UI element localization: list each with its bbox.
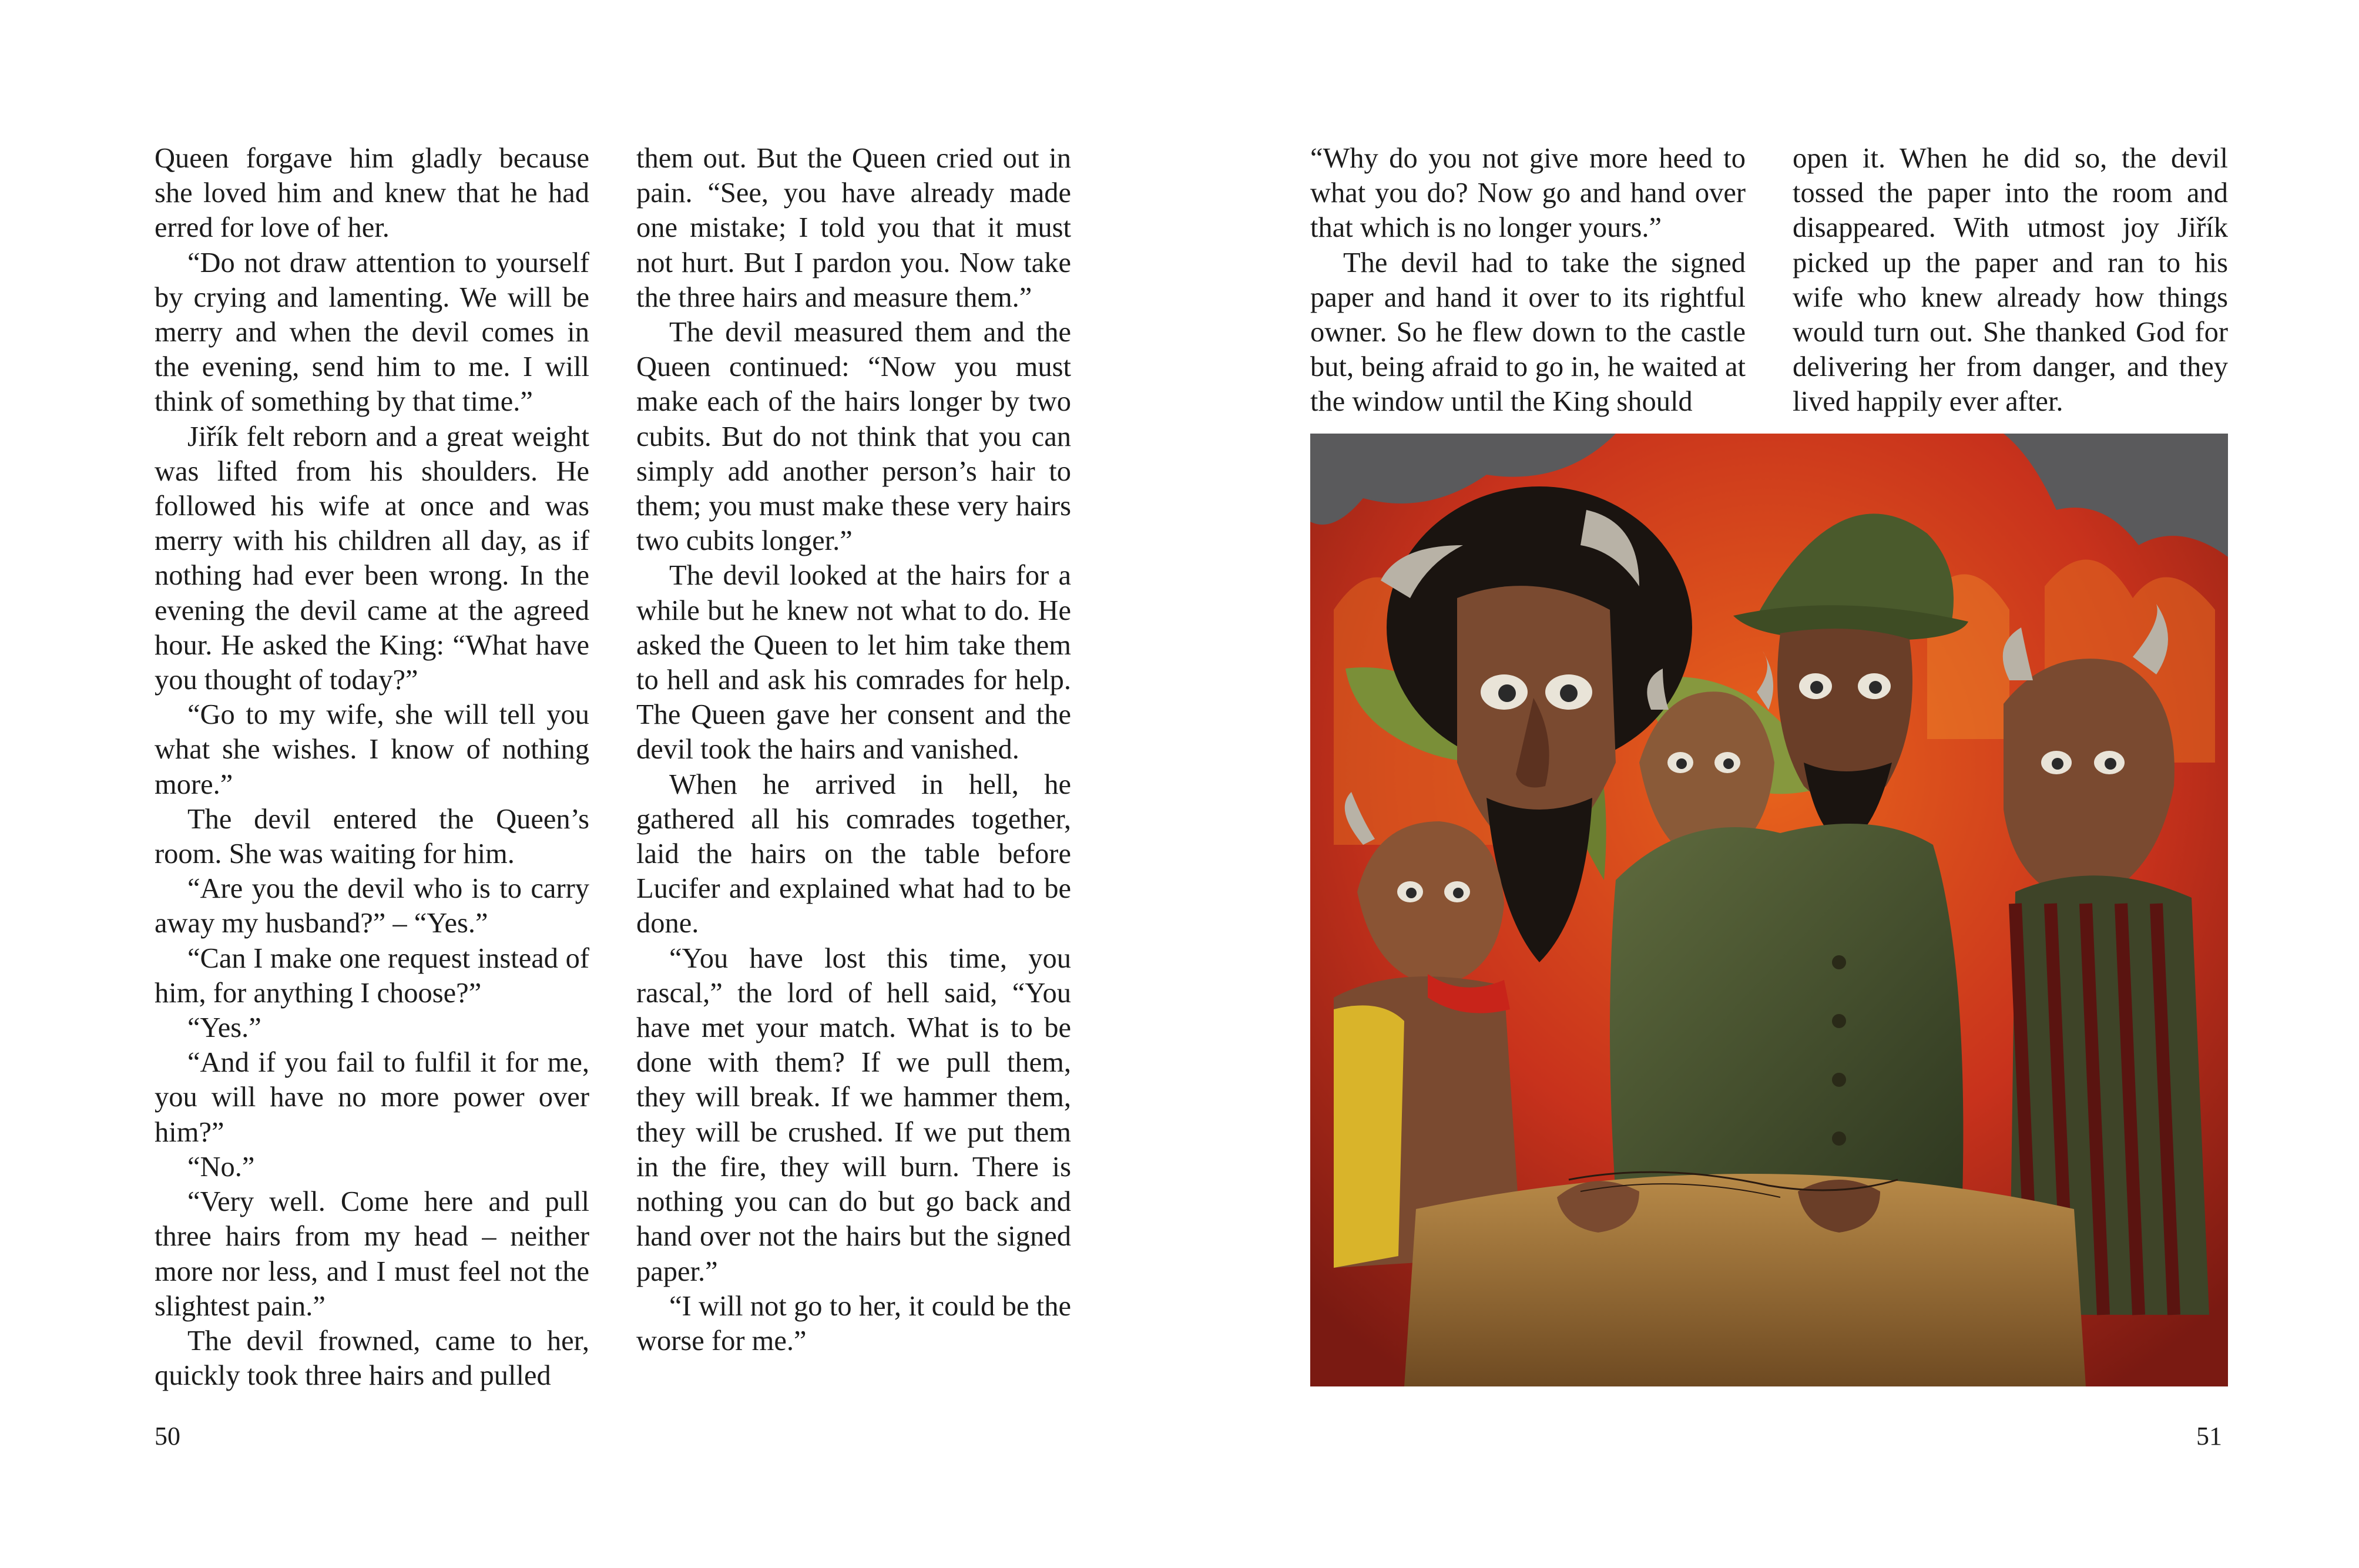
paragraph: “No.” xyxy=(187,1151,255,1183)
paragraph: “Yes.” xyxy=(187,1012,261,1044)
paragraph: “Go to my wife, she will tell you what she wishes. I know of nothing more.” xyxy=(155,699,589,800)
page-number-left: 50 xyxy=(155,1422,180,1451)
paragraph: “Can I make one request instead of him, for anything I choose?” xyxy=(155,942,589,1009)
paragraph: “Are you the devil who is to carry away my husband?” – “Yes.” xyxy=(155,873,589,939)
left-page-column-1 xyxy=(155,141,589,1393)
paragraph: Queen forgave him gladly because she loved him and knew that he had erred for love of her. xyxy=(155,143,589,244)
paragraph: The devil entered the Queen’s room. She was waiting for him. xyxy=(155,803,589,870)
paragraph: “I will not go to her, it could be the worse for me.” xyxy=(636,1290,1071,1357)
right-page-column-2 xyxy=(1793,141,2228,419)
page-number-right: 51 xyxy=(2196,1422,2222,1451)
paragraph: The devil had to take the signed paper and hand it over to its rightful owner. So he flew down to the castle but, being afraid to go in, he waited at the window until the King should xyxy=(1310,247,1746,418)
paragraph: When he arrived in hell, he gathered all his comrades together, laid the hairs on the table before Lucifer and explained what had to be done. xyxy=(636,768,1071,939)
paragraph: “You have lost this time, you rascal,” the lord of hell said, “You have met your match. What is to be done with them? If we pull them, they will break. If we hammer them, they will be crushed. If we put them in the fire, they will burn. There is nothing you can do but go back and hand over not the hairs but the signed paper.” xyxy=(636,942,1071,1287)
paragraph: “Do not draw attention to yourself by crying and lamenting. We will be merry and when the devil comes in the evening, send him to me. I will think of something by that time.” xyxy=(155,247,589,418)
yellow-vest xyxy=(1334,1005,1404,1268)
paragraph: Jiřík felt reborn and a great weight was lifted from his shoulders. He followed his wife at once and was merry with his children all day, as if nothing had ever been wrong. In the evening the devil came at the agreed hour. He asked the King: “What have you thought of today?” xyxy=(155,421,589,696)
paragraph: The devil looked at the hairs for a while but he knew not what to do. He asked the Queen to let him take them to hell and ask his comrades for help. The Queen gave her consent and the devil took the hairs and vanished. xyxy=(636,560,1071,765)
paragraph: “And if you fail to fulfil it for me, you will have no more power over him?” xyxy=(155,1047,589,1148)
paragraph: The devil measured them and the Queen continued: “Now you must make each of the hairs longer by two cubits. But do not think that you can simply add another person’s hair to them; you must make these very hairs two cubits longer.” xyxy=(636,317,1071,557)
paragraph: “Very well. Come here and pull three hairs from my head – neither more nor less, and I must feel not the slightest pain.” xyxy=(155,1186,589,1322)
green-coat xyxy=(1610,824,1963,1197)
paragraph: The devil frowned, came to her, quickly took three hairs and pulled xyxy=(155,1325,589,1392)
paragraph: “Why do you not give more heed to what you do? Now go and hand over that which is no longer yours.” xyxy=(1310,143,1746,244)
right-page xyxy=(1180,0,2359,1568)
table xyxy=(1404,1174,2086,1386)
right-page-column-1 xyxy=(1310,141,1746,419)
left-page-column-2 xyxy=(636,141,1071,1358)
paragraph: them out. But the Queen cried out in pain. “See, you have already made one mistake; I told you that it must not hurt. But I pardon you. Now take the three hairs and measure them.” xyxy=(636,143,1071,313)
paragraph: open it. When he did so, the devil tossed the paper into the room and disappeared. With utmost joy Jiřík picked up the paper and ran to his wife who knew already how things would turn out. She thanked God for delivering her from danger, and they lived happily ever after. xyxy=(1793,143,2228,418)
left-page xyxy=(0,0,1179,1568)
illustration-devils-at-table xyxy=(1310,434,2228,1386)
